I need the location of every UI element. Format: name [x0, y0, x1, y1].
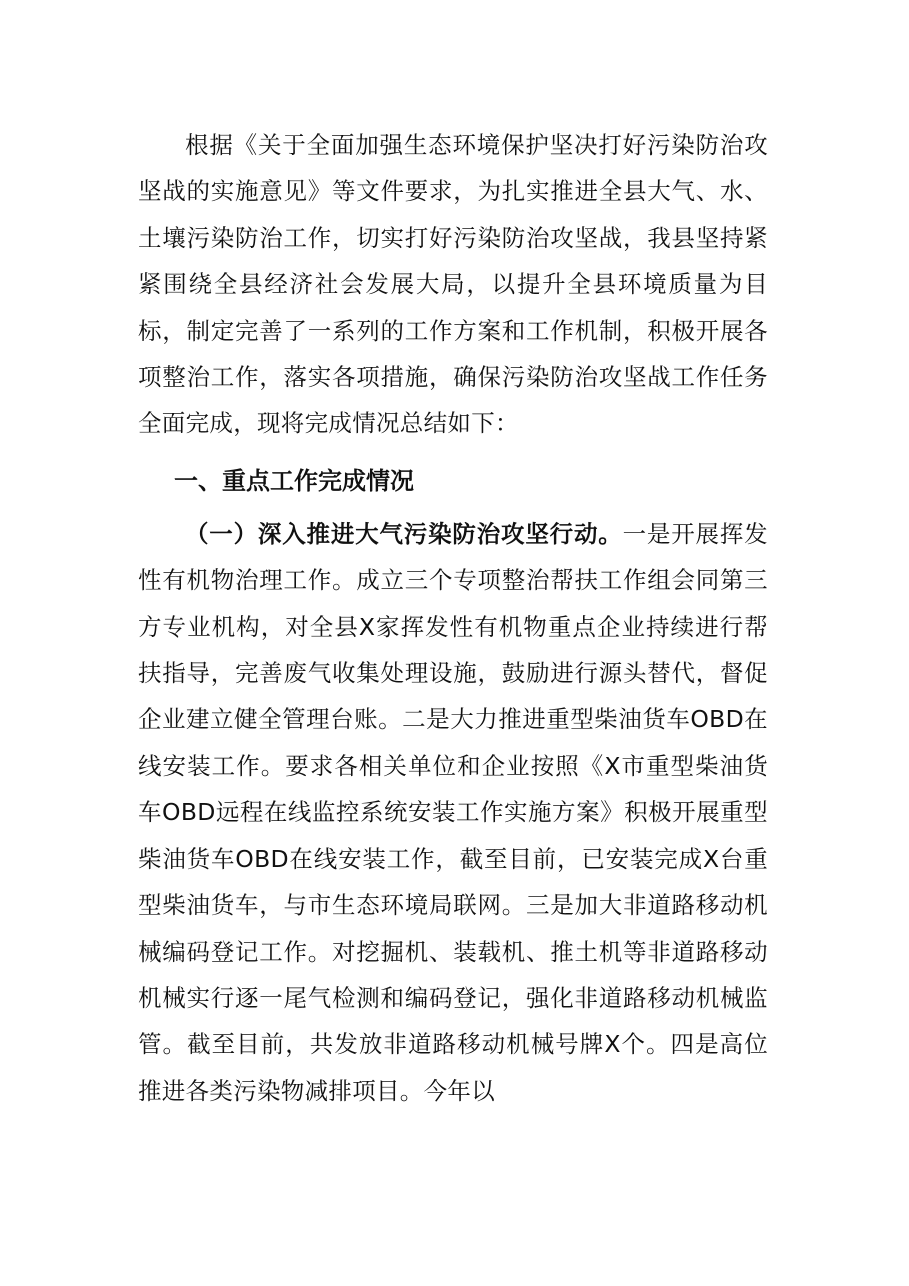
- document-body: [138, 122, 768, 1114]
- intro-paragraph: 根据《关于全面加强生态环境保护坚决打好污染防治攻坚战的实施意见》等文件要求，为扎实推进全县大气、水、土壤污染防治工作，切实打好污染防治攻坚战，我县坚持紧紧围绕全县经济社会发展大局，以提升全县环境质量为目标，制定完善了一系列的工作方案和工作机制，积极开展各项整治工作，落实各项措施，确保污染防治攻坚战工作任务全面完成，现将完成情况总结如下：: [138, 131, 768, 438]
- subsection-body: 一是开展挥发性有机物治理工作。成立三个专项整治帮扶工作组会同第三方专业机构，对全县X家挥发性有机物重点企业持续进行帮扶指导，完善废气收集处理设施，鼓励进行源头替代，督促企业建立健全管理台账。二是大力推进重型柴油货车OBD在线安装工作。要求各相关单位和企业按照《X市重型柴油货车OBD远程在线监控系统安装工作实施方案》积极开展重型柴油货车OBD在线安装工作，截至目前，已安装完成X台重型柴油货车，与市生态环境局联网。三是加大非道路移动机械编码登记工作。对挖掘机、装载机、推土机等非道路移动机械实行逐一尾气检测和编码登记，强化非道路移动机械监管。截至目前，共发放非道路移动机械号牌X个。四是高位推进各类污染物减排项目。今年以: [138, 519, 768, 1105]
- subsection-paragraph: [138, 511, 768, 1114]
- section-heading: 一、重点工作完成情况: [174, 466, 414, 495]
- subsection-heading: （一）深入推进大气污染防治攻坚行动。: [185, 519, 623, 548]
